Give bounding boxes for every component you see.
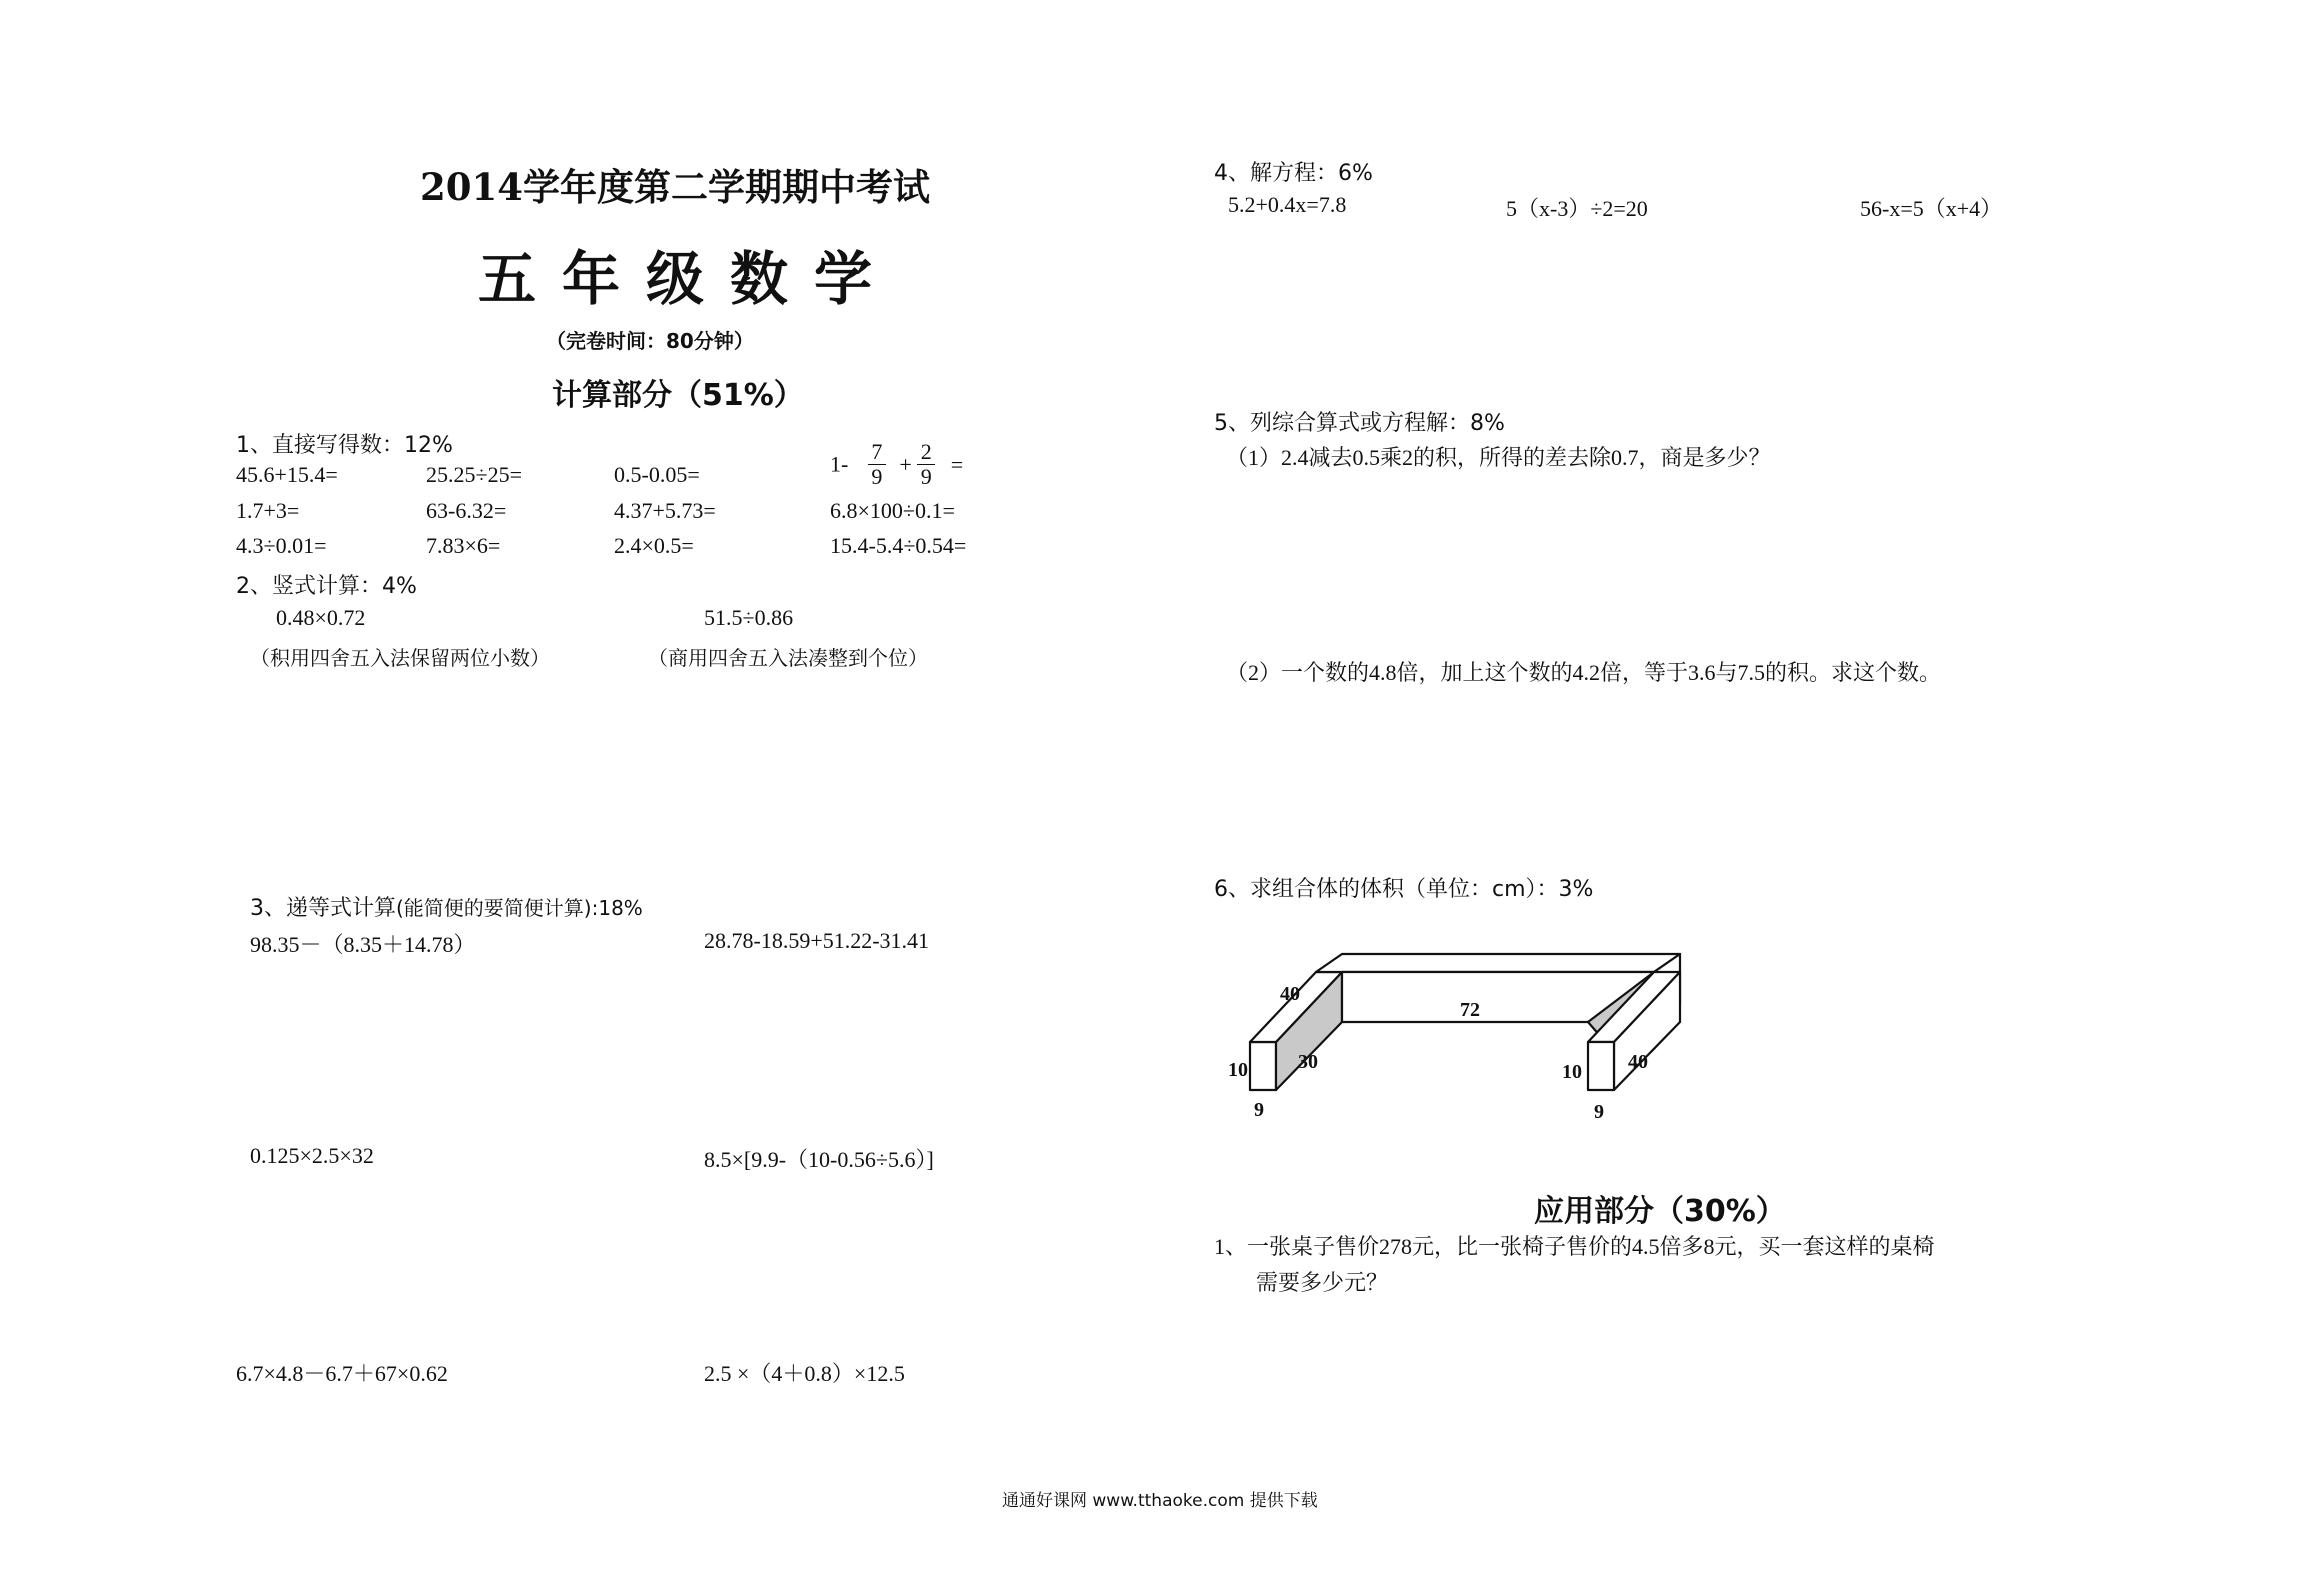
q1-item: 7.83×6= bbox=[426, 533, 501, 558]
dim-label: 9 bbox=[1254, 1099, 1264, 1121]
subject-title: 五年级数学 bbox=[478, 245, 899, 313]
footer-credit: 通通好课网 www.tthaoke.com 提供下载 bbox=[1002, 1491, 1318, 1511]
q2-expr: 51.5÷0.86 bbox=[704, 605, 794, 630]
time-note: （完卷时间：80分钟） bbox=[546, 329, 754, 353]
q3-heading-note: (能简便的要简便计算) bbox=[396, 896, 592, 920]
q1-item: 4.37+5.73= bbox=[614, 498, 716, 523]
q5-item: （2）一个数的4.8倍，加上这个数的4.2倍，等于3.6与7.5的积。求这个数。 bbox=[1226, 660, 1942, 685]
q2-note: （积用四舍五入法保留两位小数） bbox=[250, 646, 550, 670]
q3-item: 2.5 ×（4＋0.8）×12.5 bbox=[704, 1361, 905, 1386]
q4-item: 5（x-3）÷2=20 bbox=[1506, 196, 1648, 221]
denominator: 9 bbox=[871, 464, 883, 489]
fraction-7-9 bbox=[868, 440, 886, 489]
q3-item: 8.5×[9.9-（10-0.56÷5.6）] bbox=[704, 1147, 934, 1172]
composite-solid-figure bbox=[1220, 918, 1720, 1138]
app-q1-line1: 1、一张桌子售价278元，比一张椅子售价的4.5倍多8元，买一套这样的桌椅 bbox=[1214, 1234, 1935, 1259]
q4-item: 5.2+0.4x=7.8 bbox=[1228, 192, 1347, 217]
dim-label: 30 bbox=[1298, 1051, 1318, 1073]
q4-item: 56-x=5（x+4） bbox=[1860, 196, 2003, 221]
q1-item: 45.6+15.4= bbox=[236, 462, 338, 487]
q3-item: 98.35－（8.35＋14.78） bbox=[250, 932, 476, 957]
q3-item: 28.78-18.59+51.22-31.41 bbox=[704, 928, 930, 953]
q1-item: 0.5-0.05= bbox=[614, 462, 700, 487]
q5-item: （1）2.4减去0.5乘2的积，所得的差去除0.7，商是多少？ bbox=[1226, 445, 1771, 470]
section-app-title: 应用部分（30%） bbox=[1534, 1194, 1786, 1229]
dim-label: 40 bbox=[1280, 983, 1300, 1005]
q3-heading-main: 3、递等式计算 bbox=[250, 896, 396, 921]
fraction-2-9 bbox=[917, 440, 935, 489]
q1-fraction-item bbox=[830, 440, 963, 489]
q1-item: 15.4-5.4÷0.54= bbox=[830, 533, 967, 558]
dim-label: 10 bbox=[1228, 1059, 1248, 1081]
q1-heading: 1、直接写得数：12% bbox=[236, 433, 453, 458]
denominator: 9 bbox=[920, 464, 932, 489]
dim-label: 72 bbox=[1460, 999, 1480, 1021]
frac-op: + bbox=[899, 451, 912, 477]
frac-suffix: = bbox=[950, 451, 964, 477]
frac-prefix: 1- bbox=[830, 451, 849, 477]
app-q1-line2: 需要多少元？ bbox=[1256, 1270, 1389, 1295]
q1-item: 1.7+3= bbox=[236, 498, 300, 523]
q3-item: 0.125×2.5×32 bbox=[250, 1143, 374, 1168]
q6-heading: 6、求组合体的体积（单位：cm）：3% bbox=[1214, 877, 1594, 902]
q2-note: （商用四舍五入法凑整到个位） bbox=[648, 646, 928, 670]
section-calc-title: 计算部分（51%） bbox=[552, 378, 804, 413]
q5-heading: 5、列综合算式或方程解：8% bbox=[1214, 411, 1505, 436]
exam-title: 2014学年度第二学期期中考试 bbox=[420, 165, 930, 209]
q1-item: 4.3÷0.01= bbox=[236, 533, 327, 558]
numerator: 2 bbox=[920, 439, 932, 464]
dim-label: 10 bbox=[1562, 1061, 1582, 1083]
q3-heading-pct: :18% bbox=[591, 896, 643, 920]
q2-heading: 2、竖式计算：4% bbox=[236, 574, 417, 599]
q3-heading bbox=[250, 891, 643, 922]
q2-expr: 0.48×0.72 bbox=[276, 605, 366, 630]
q1-item: 25.25÷25= bbox=[426, 462, 522, 487]
q1-item: 2.4×0.5= bbox=[614, 533, 694, 558]
dim-label: 9 bbox=[1594, 1101, 1604, 1123]
q1-item: 6.8×100÷0.1= bbox=[830, 498, 955, 523]
q1-item: 63-6.32= bbox=[426, 498, 507, 523]
q3-item: 6.7×4.8－6.7＋67×0.62 bbox=[236, 1361, 448, 1386]
q4-heading: 4、解方程：6% bbox=[1214, 161, 1373, 186]
dim-label: 40 bbox=[1628, 1051, 1648, 1073]
numerator: 7 bbox=[871, 439, 883, 464]
